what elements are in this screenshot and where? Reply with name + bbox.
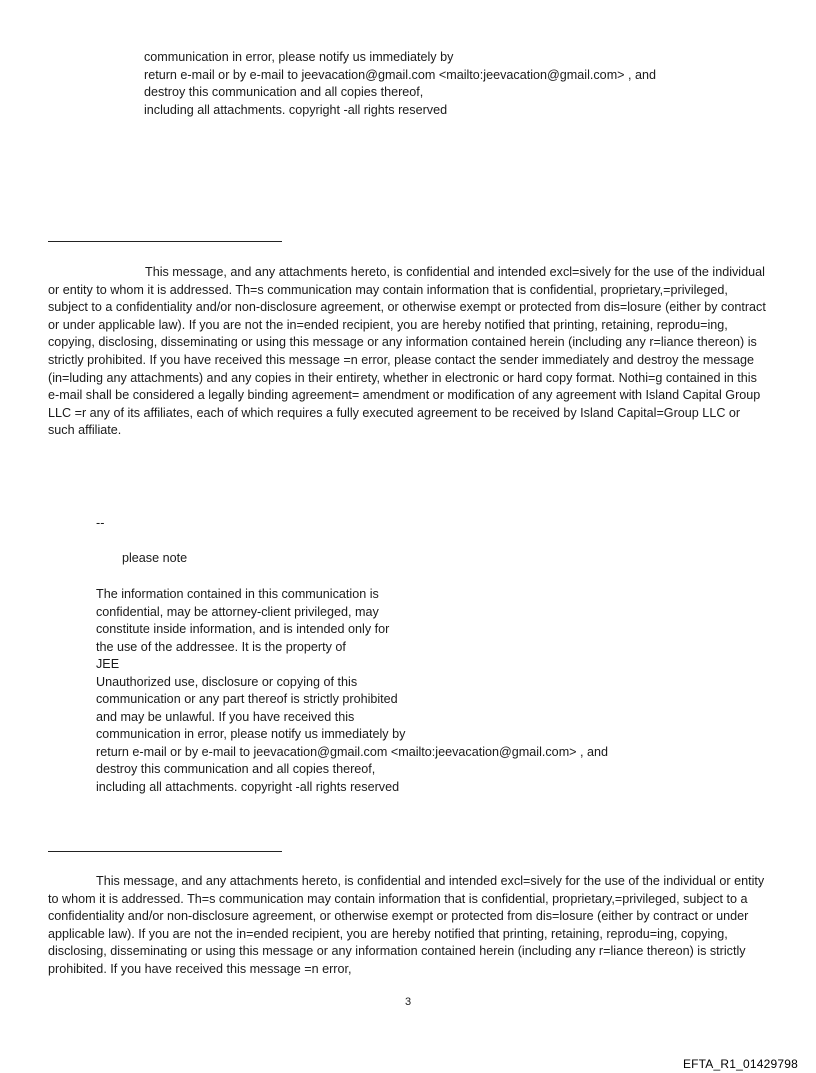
notice-line: confidential, may be attorney-client privileged, may xyxy=(96,604,379,619)
notice-line: communication or any part thereof is strictly prohibited xyxy=(96,692,398,706)
notice-line: communication in error, please notify us immediately by xyxy=(144,50,454,64)
disclaimer-paragraph xyxy=(48,264,770,440)
please-note-label xyxy=(122,550,187,568)
disclaimer-text: This message, and any attachments hereto, is confidential and intended excl=sively for the use of the individual or entity to whom it is addressed. Th=s communication may contain information that is confidential, proprietary,=privileged, subject to a confidentiality and/or non-disclosure agreement, or otherwise exempt or protected from dis=losure (either by contract or under applicable law). If you are not the in=ended recipient, you are hereby notified that printing, retaining, reprodu=ing, copying, disclosing, disseminating or using this message or any information contained herein (including any r=liance thereon) is strictly prohibited. If you have received this message =n error, please contact the sender immediately and destroy the message (in=luding any attachments) and any copies in their entirety, whether in electronic or hard copy format. Nothi=g contained in this e-mail shall be considered a legally binding agreement= amendment or modification of any agreement with Island Capital Group LLC =r any of its affiliates, each of which requires a fully executed agreement to be received by Island Capital=Group LLC or such affiliate. xyxy=(48,265,766,438)
notice-line: Unauthorized use, disclosure or copying of this xyxy=(96,674,358,689)
disclaimer-text: This message, and any attachments hereto, is confidential and intended excl=sively for the use of the individual or entity to whom it is addressed. Th=s communication may contain information that is confidential, proprietary,=privileged, subject to a confidentiality and/or non-disclosure agreement, or otherwise exempt or protected from dis=losure (either by contract or under applicable law). If you are not the in=ended recipient, you are hereby notified that printing, retaining, reprodu=ing, copying, disclosing, disseminating or using this message or any information contained herein (including any r=liance thereon) is strictly prohibited. If you have received this message =n error, xyxy=(48,874,765,976)
page-number: 3 xyxy=(404,996,412,1008)
notice-line: and may be unlawful. If you have received this xyxy=(96,709,355,724)
notice-line: including all attachments. copyright -all rights reserved xyxy=(144,102,448,117)
notice-line: return e-mail or by e-mail to jeevacation@gmail.com <mailto:jeevacation@gmail.com> , and xyxy=(96,744,609,759)
top-notice-block xyxy=(144,49,744,119)
separator-rule xyxy=(48,241,282,242)
notice-line: The information contained in this communication is xyxy=(96,587,379,601)
disclaimer-paragraph xyxy=(48,873,770,979)
signature-dashes xyxy=(96,515,104,533)
dashes-text: -- xyxy=(96,516,105,530)
notice-line: the use of the addressee. It is the property of xyxy=(96,639,346,654)
bates-number: EFTA_R1_01429798 xyxy=(682,1057,798,1071)
please-note-text: please note xyxy=(122,551,188,565)
notice-line: communication in error, please notify us immediately by xyxy=(96,727,406,741)
separator-rule xyxy=(48,851,282,852)
notice-line: JEE xyxy=(96,657,120,671)
notice-line: destroy this communication and all copies thereof, xyxy=(144,85,424,99)
notice-line: including all attachments. copyright -all rights reserved xyxy=(96,779,400,794)
notice-line: destroy this communication and all copies thereof, xyxy=(96,762,376,776)
notice-line: return e-mail or by e-mail to jeevacation@gmail.com <mailto:jeevacation@gmail.com> , and xyxy=(144,67,657,82)
notice-line: constitute inside information, and is intended only for xyxy=(96,622,390,636)
signature-notice-block xyxy=(96,586,736,796)
